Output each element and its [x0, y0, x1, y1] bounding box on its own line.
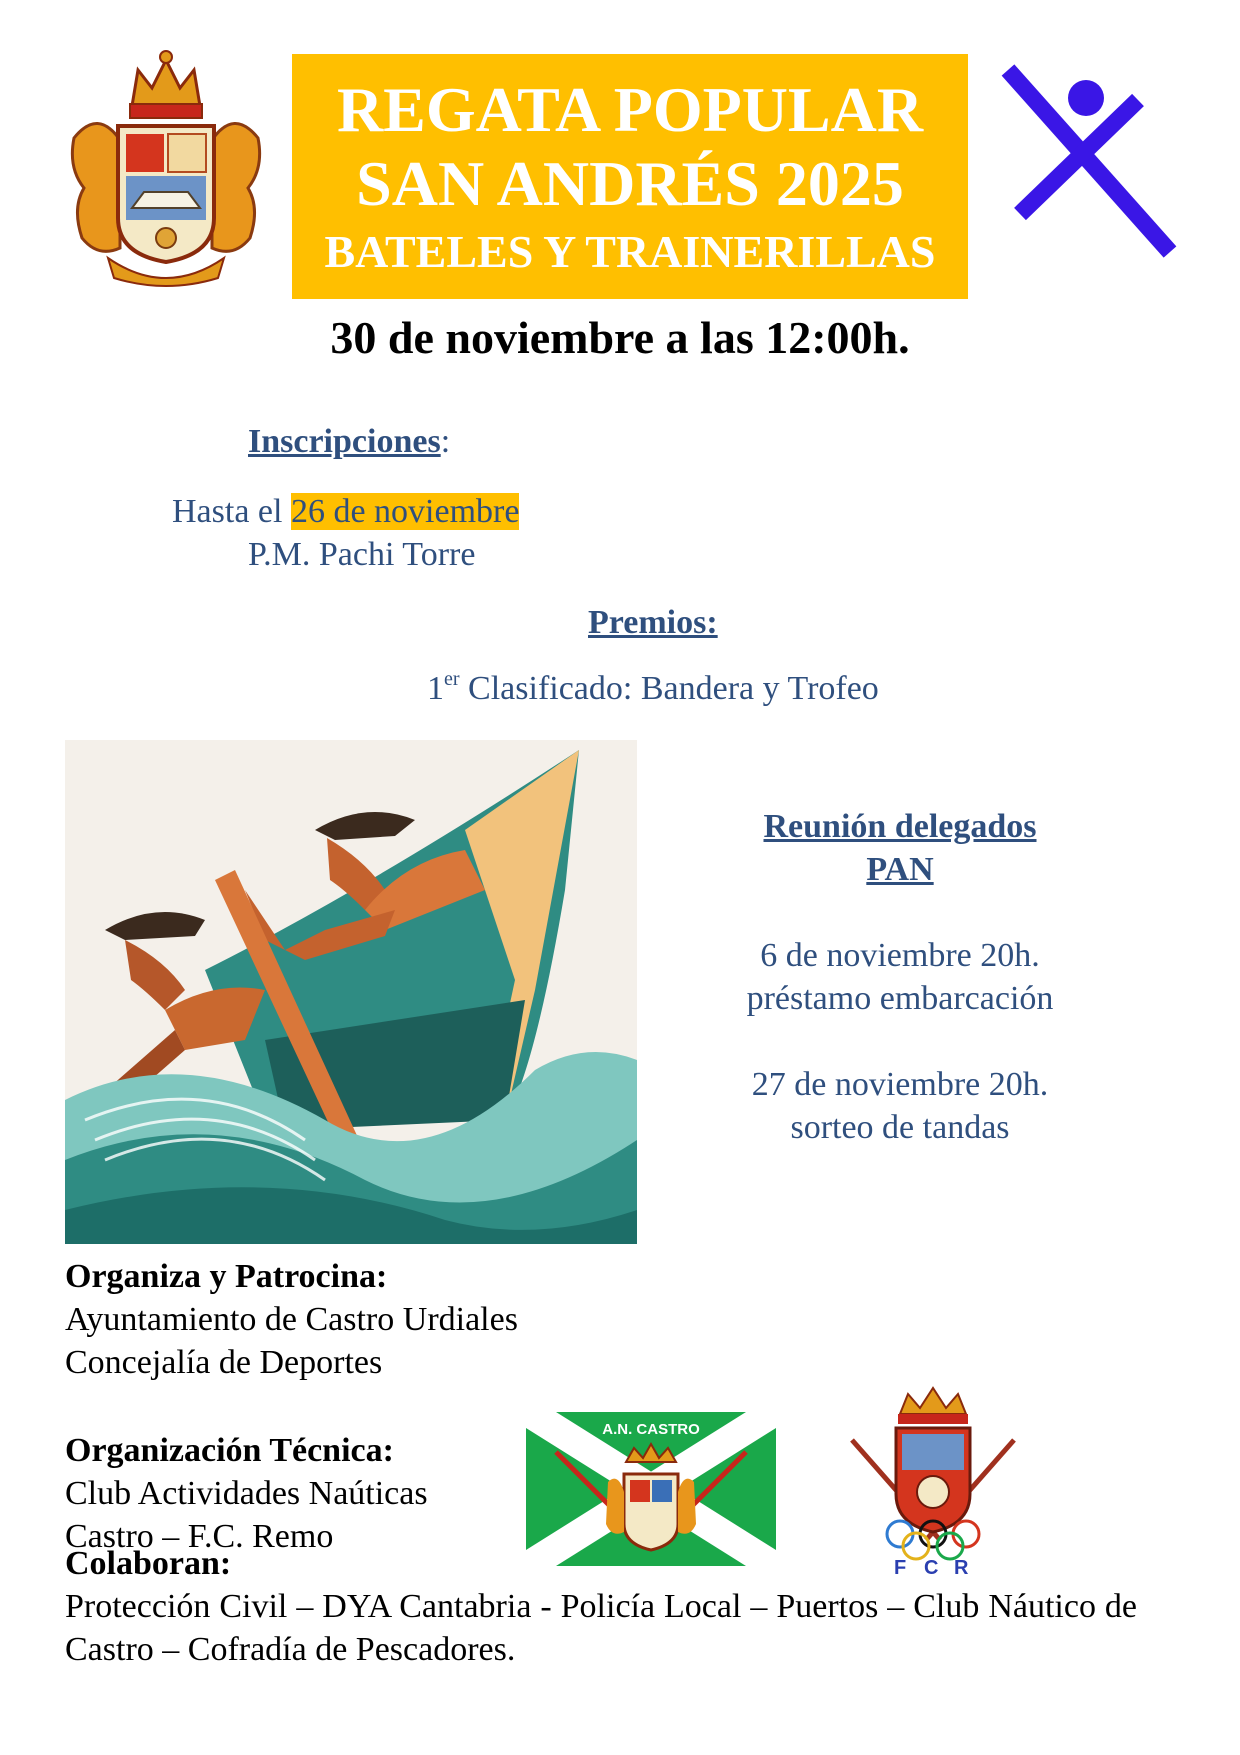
deadline-date: 26 de noviembre	[290, 493, 520, 530]
organiza-block	[65, 1255, 518, 1384]
title-banner	[292, 54, 968, 299]
reunion-heading-line1: Reunión delegados	[763, 808, 1037, 845]
inscripciones-heading-colon: :	[440, 423, 451, 460]
inscripciones-deadline	[172, 490, 519, 533]
tecnica-line2: Castro – F.C. Remo	[65, 1518, 334, 1555]
reunion-delegados-block	[700, 805, 1100, 1149]
inscripciones-heading	[248, 420, 450, 463]
title-line-1: REGATA POPULAR	[336, 73, 924, 145]
reunion-item1-date: 6 de noviembre 20h.	[760, 937, 1040, 974]
organiza-line1: Ayuntamiento de Castro Urdiales	[65, 1301, 518, 1338]
fcr-letter-r: R	[954, 1557, 969, 1576]
deadline-prefix: Hasta el	[172, 493, 291, 530]
tecnica-heading: Organización Técnica:	[65, 1432, 394, 1469]
premios-first-prize	[427, 667, 879, 710]
colaboran-heading: Colaboran:	[65, 1545, 232, 1582]
prize-rank-suffix: er	[444, 668, 460, 690]
fcr-letter-c: C	[924, 1557, 939, 1576]
organizacion-tecnica-block	[65, 1429, 428, 1558]
colaboran-text: Protección Civil – DYA Cantabria - Policía Local – Puertos – Club Náutico de Castro – Cofradía de Pescadores.	[65, 1588, 1137, 1668]
flag-label: A.N. CASTRO	[602, 1421, 700, 1438]
sports-figure-logo	[1000, 62, 1178, 262]
premios-heading: Premios:	[588, 604, 718, 641]
organiza-heading: Organiza y Patrocina:	[65, 1258, 388, 1295]
prize-rank-number: 1	[427, 670, 444, 707]
reunion-heading-line2: PAN	[866, 851, 934, 888]
rowing-boat-illustration	[65, 740, 637, 1244]
reunion-item1-desc: préstamo embarcación	[746, 980, 1054, 1017]
colaboran-block	[65, 1542, 1137, 1671]
coat-of-arms-logo	[68, 48, 264, 288]
title-line-2: SAN ANDRÉS 2025	[356, 147, 904, 219]
prize-description: Clasificado: Bandera y Trofeo	[459, 670, 879, 707]
subtitle: BATELES Y TRAINERILLAS	[324, 225, 936, 277]
inscripciones-place: P.M. Pachi Torre	[248, 536, 476, 573]
tecnica-line1: Club Actividades Naúticas	[65, 1475, 428, 1512]
inscripciones-heading-label: Inscripciones	[248, 423, 441, 460]
fcr-letter-f: F	[894, 1557, 907, 1576]
reunion-item2-desc: sorteo de tandas	[790, 1109, 1010, 1146]
reunion-item2-date: 27 de noviembre 20h.	[751, 1066, 1049, 1103]
event-date: 30 de noviembre a las 12:00h.	[330, 312, 910, 363]
organiza-line2: Concejalía de Deportes	[65, 1344, 383, 1381]
